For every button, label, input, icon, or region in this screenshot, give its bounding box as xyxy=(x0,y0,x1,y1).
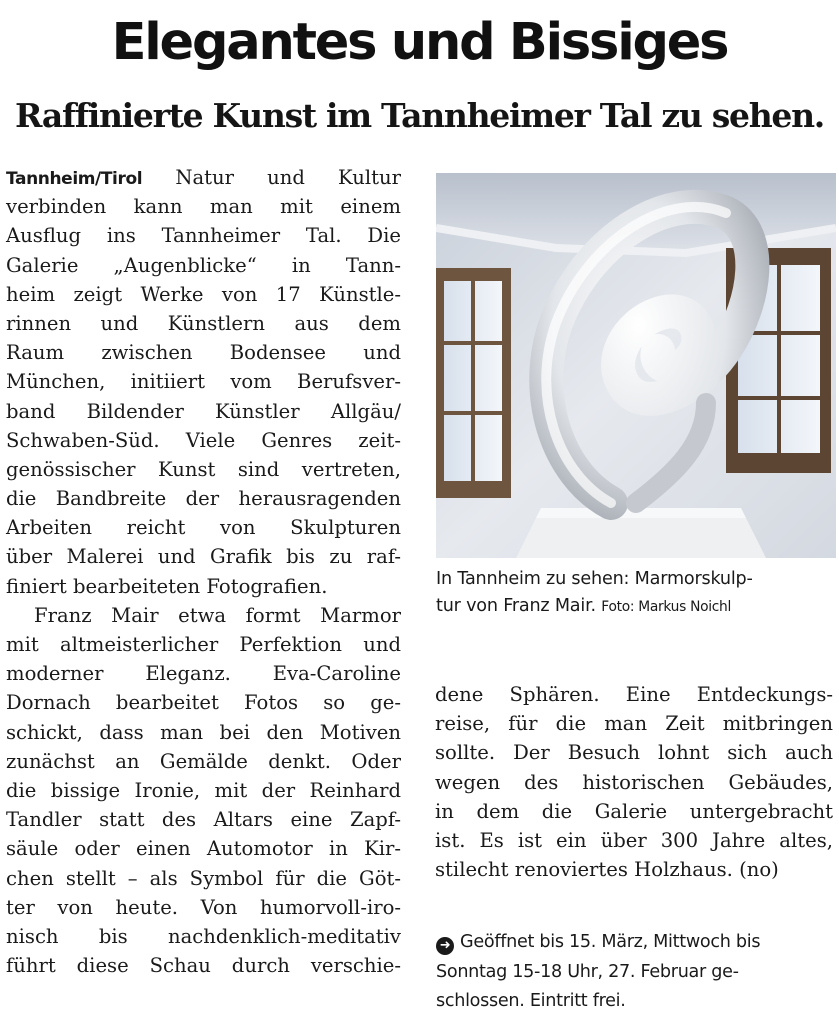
article-line: ist. Es ist ein über 300 Jahre altes, xyxy=(435,828,833,852)
article-line: nisch bis nachdenklich-meditativ xyxy=(6,924,401,948)
article-line: reise, für die man Zeit mitbringen xyxy=(435,712,833,736)
article-line: Ausflug ins Tannheimer Tal. Die xyxy=(6,224,401,248)
photo-caption xyxy=(436,566,836,621)
article-line: ter von heute. Von humorvoll-iro- xyxy=(6,895,401,919)
article-line: band Bildender Künstler Allgäu/ xyxy=(6,399,401,423)
article-line: säule oder einen Automotor in Kir- xyxy=(6,837,401,861)
article-line: dene Sphären. Eine Entdeckungs- xyxy=(435,683,833,706)
article-line: die Bandbreite der herausragenden xyxy=(6,487,401,511)
article-line: Dornach bearbeitet Fotos so ge- xyxy=(6,691,401,715)
dateline: Tannheim/Tirol xyxy=(6,169,143,189)
article-column-right xyxy=(435,680,833,884)
article-line: Tannheim/Tirol Natur und Kultur xyxy=(6,166,401,189)
article-line: stilecht renoviertes Holzhaus. (no) xyxy=(435,858,779,882)
article-line: moderner Eleganz. Eva-Caroline xyxy=(6,662,401,686)
info-line: schlossen. Eintritt frei. xyxy=(436,991,626,1011)
article-line: genössischer Kunst sind vertreten, xyxy=(6,457,401,481)
arrow-right-circle-icon: ➜ xyxy=(436,937,454,955)
article-line: Schwaben-Süd. Viele Genres zeit- xyxy=(6,428,401,452)
article-line: finiert bearbeiteten Fotografien. xyxy=(6,574,328,598)
article-line: zunächst an Gemälde denkt. Oder xyxy=(6,749,401,773)
photo-credit: Foto: Markus Noichl xyxy=(601,599,732,615)
subheadline: Raffinierte Kunst im Tannheimer Tal zu sehen. xyxy=(15,96,824,135)
info-line: Sonntag 15-18 Uhr, 27. Februar ge- xyxy=(436,961,739,982)
article-line: die bissige Ironie, mit der Reinhard xyxy=(6,778,401,802)
article-line: in dem die Galerie untergebracht xyxy=(435,799,833,823)
article-column-left xyxy=(6,163,401,980)
sculpture-photo xyxy=(436,173,836,558)
article-line: Galerie „Augenblicke“ in Tann- xyxy=(6,253,401,277)
article-line: Arbeiten reicht von Skulpturen xyxy=(6,516,401,540)
article-line: Tandler statt des Altars eine Zapf- xyxy=(6,808,401,832)
article-line: rinnen und Künstlern aus dem xyxy=(6,311,401,335)
info-line: ➜ Geöffnet bis 15. März, Mittwoch bis xyxy=(436,928,836,958)
article-line: über Malerei und Grafik bis zu raf- xyxy=(6,545,401,569)
headline: Elegantes und Bissiges xyxy=(111,13,728,72)
article-line: wegen des historischen Gebäudes, xyxy=(435,770,833,794)
opening-hours-info xyxy=(436,928,836,1017)
article-line: Franz Mair etwa formt Marmor xyxy=(34,603,401,627)
sculpture-image xyxy=(436,173,836,558)
article-line: heim zeigt Werke von 17 Künstle- xyxy=(6,282,401,306)
article-line: Raum zwischen Bodensee und xyxy=(6,341,401,365)
article-line: führt diese Schau durch verschie- xyxy=(6,954,401,978)
article-line: chen stellt – als Symbol für die Göt- xyxy=(6,866,401,890)
caption-line: In Tannheim zu sehen: Marmorskulp- xyxy=(436,569,753,589)
left-window xyxy=(436,268,511,498)
article-line: sollte. Der Besuch lohnt sich auch xyxy=(435,741,833,765)
article-line: mit altmeisterlicher Perfektion und xyxy=(6,633,401,656)
caption-line: tur von Franz Mair. Foto: Markus Noichl xyxy=(436,596,732,616)
article-line: verbinden kann man mit einem xyxy=(6,195,401,219)
article-line: schickt, dass man bei den Motiven xyxy=(6,720,401,744)
article-line: München, initiiert vom Berufsver- xyxy=(6,370,401,394)
